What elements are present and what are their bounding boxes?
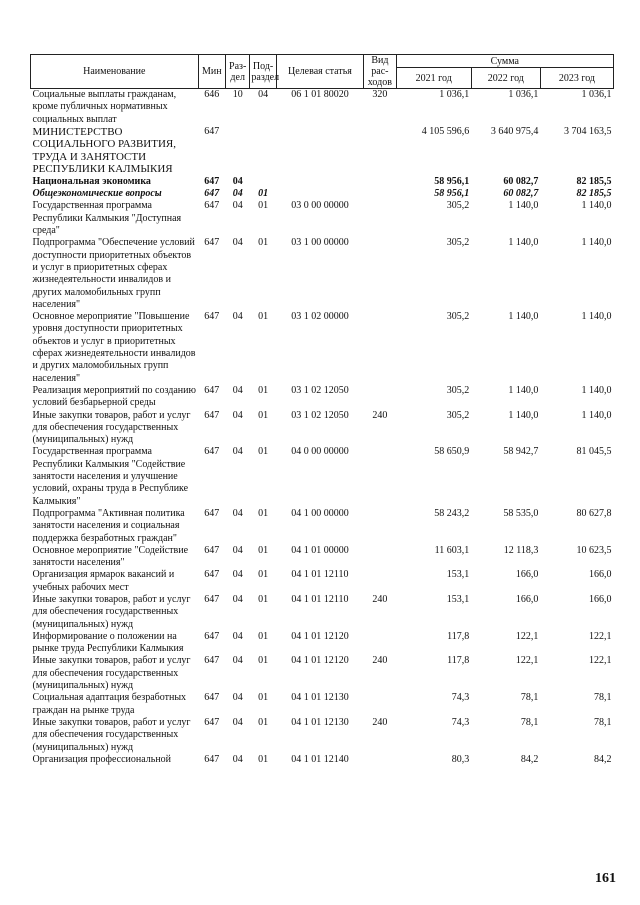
- row-razdel-cell: 04: [232, 188, 243, 200]
- table-row: [31, 410, 614, 447]
- row-celevaya-statya-cell: [276, 188, 363, 200]
- row-name-cell: Государственная программа Республики Калмыкия "Доступная среда": [32, 200, 182, 237]
- row-podrazdel-cell: [250, 126, 276, 176]
- row-sum-2023-cell: 10 623,5: [576, 544, 612, 556]
- row-razdel-cell: 04: [232, 446, 243, 458]
- row-razdel-cell: 04: [232, 692, 243, 704]
- row-min-cell: 647: [204, 655, 220, 667]
- row-celevaya-statya-cell: 04 1 00 00000: [291, 507, 349, 519]
- row-podrazdel-cell: 01: [258, 188, 269, 200]
- row-name-cell: Иные закупки товаров, работ и услуг для обеспечения государственных (муниципальных) нужд: [32, 716, 191, 753]
- row-min-cell: 647: [204, 200, 220, 212]
- row-sum-2022-cell: 166,0: [515, 593, 539, 605]
- row-sum-2022-cell: 122,1: [515, 655, 539, 667]
- row-min-cell: 647: [204, 569, 220, 581]
- table-row: [31, 126, 614, 176]
- row-vid-rashodov-cell: [364, 692, 397, 717]
- row-min-cell: 647: [204, 311, 220, 323]
- row-min-cell: 647: [204, 544, 220, 556]
- row-sum-2022-cell: 84,2: [520, 753, 539, 765]
- table-row: [31, 188, 614, 200]
- row-sum-2023-cell: 82 185,5: [576, 188, 612, 200]
- row-podrazdel-cell: 01: [258, 593, 269, 605]
- row-sum-2023-cell: 78,1: [594, 692, 612, 704]
- row-vid-rashodov-cell: [364, 188, 397, 200]
- table-row: [31, 717, 614, 754]
- row-celevaya-statya-cell: 04 1 01 12130: [291, 692, 349, 704]
- row-vid-rashodov-cell: [364, 754, 397, 766]
- row-name-cell: Основное мероприятие "Повышение уровня доступности приоритетных объектов и услуг в приоритетных сферах жизнедеятельности инвалидов и других маломобильных групп населения": [32, 311, 196, 384]
- row-podrazdel-cell: 01: [258, 237, 269, 249]
- row-vid-rashodov-cell: [364, 569, 397, 594]
- row-name-cell: Организация профессиональной: [32, 753, 172, 765]
- header-razdel: Раз-дел: [226, 55, 250, 89]
- row-sum-2023-cell: 1 140,0: [581, 200, 612, 212]
- row-min-cell: 647: [204, 125, 220, 137]
- table-row: [31, 200, 614, 237]
- row-vid-rashodov-cell: 240: [372, 593, 388, 605]
- row-sum-2021-cell: 58 956,1: [434, 188, 470, 200]
- row-sum-2021-cell: 305,2: [446, 237, 470, 249]
- row-sum-2022-cell: 78,1: [520, 716, 539, 728]
- table-row: [31, 385, 614, 410]
- row-min-cell: 647: [204, 507, 220, 519]
- row-sum-2022-cell: 60 082,7: [503, 188, 539, 200]
- row-podrazdel-cell: 01: [258, 692, 269, 704]
- row-razdel-cell: 04: [232, 200, 243, 212]
- row-sum-2021-cell: 74,3: [451, 692, 470, 704]
- row-razdel-cell: 04: [232, 753, 243, 765]
- row-sum-2022-cell: 1 140,0: [508, 384, 539, 396]
- row-name-cell: Государственная программа Республики Калмыкия "Содействие занятости населения и улучшение условий, охраны труда в Республике Калмыкия": [32, 446, 189, 507]
- row-name-cell: Основное мероприятие "Содействие занятости населения": [32, 544, 189, 569]
- row-podrazdel-cell: [250, 176, 276, 188]
- row-sum-2022-cell: 122,1: [515, 630, 539, 642]
- row-name-cell: Организация ярмарок вакансий и учебных рабочих мест: [32, 569, 175, 593]
- row-sum-2023-cell: 166,0: [589, 569, 612, 581]
- row-min-cell: 647: [204, 175, 220, 187]
- row-sum-2023-cell: 80 627,8: [576, 507, 612, 519]
- row-sum-2022-cell: 1 140,0: [508, 311, 539, 323]
- row-celevaya-statya-cell: [276, 176, 363, 188]
- row-sum-2021-cell: 58 243,2: [434, 507, 470, 519]
- row-vid-rashodov-cell: [364, 311, 397, 385]
- row-razdel-cell: [226, 126, 250, 176]
- table-row: [31, 545, 614, 570]
- row-name-cell: Подпрограмма "Активная политика занятости населения и социальная поддержка безработных граждан": [32, 507, 185, 544]
- row-sum-2023-cell: 122,1: [589, 630, 612, 642]
- row-name-cell: МИНИСТЕРСТВО СОЦИАЛЬНОГО РАЗВИТИЯ, ТРУДА И ЗАНЯТОСТИ РЕСПУБЛИКИ КАЛМЫКИЯ: [32, 125, 176, 176]
- row-sum-2021-cell: 58 956,1: [434, 175, 470, 187]
- row-name-cell: Информирование о положении на рынке труда Республики Калмыкия: [32, 630, 184, 655]
- row-razdel-cell: 04: [232, 569, 243, 581]
- row-sum-2023-cell: 1 140,0: [581, 409, 612, 421]
- row-razdel-cell: 04: [232, 384, 243, 396]
- table-row: [31, 237, 614, 311]
- table-row: [31, 176, 614, 188]
- row-podrazdel-cell: 01: [258, 630, 269, 642]
- row-vid-rashodov-cell: 320: [372, 89, 388, 100]
- row-sum-2023-cell: 84,2: [594, 753, 612, 765]
- row-min-cell: 647: [204, 753, 220, 765]
- row-podrazdel-cell: 01: [258, 311, 269, 323]
- row-sum-2023-cell: 166,0: [589, 593, 612, 605]
- row-sum-2022-cell: 58 535,0: [503, 507, 539, 519]
- row-razdel-cell: 04: [232, 311, 243, 323]
- row-celevaya-statya-cell: 03 1 02 00000: [291, 311, 349, 323]
- row-sum-2023-cell: 81 045,5: [576, 446, 612, 458]
- table-row: [31, 508, 614, 545]
- row-celevaya-statya-cell: 03 1 02 12050: [291, 384, 349, 396]
- header-podrazdel: Под-раздел: [250, 55, 276, 89]
- row-celevaya-statya-cell: 04 1 01 12110: [291, 593, 349, 605]
- header-name: Наименование: [31, 55, 199, 89]
- row-sum-2022-cell: 166,0: [515, 569, 539, 581]
- row-sum-2023-cell: 78,1: [594, 716, 612, 728]
- row-sum-2023-cell: 1 036,1: [581, 89, 612, 100]
- row-vid-rashodov-cell: 240: [372, 655, 388, 667]
- row-celevaya-statya-cell: 04 1 01 00000: [291, 544, 349, 556]
- row-min-cell: 647: [204, 716, 220, 728]
- row-sum-2022-cell: 3 640 975,4: [490, 125, 539, 137]
- row-celevaya-statya-cell: 03 0 00 00000: [291, 200, 349, 212]
- row-celevaya-statya-cell: 03 1 00 00000: [291, 237, 349, 249]
- table-row: [31, 446, 614, 507]
- row-sum-2023-cell: 1 140,0: [581, 384, 612, 396]
- row-vid-rashodov-cell: [364, 176, 397, 188]
- row-podrazdel-cell: 04: [258, 89, 269, 100]
- row-sum-2023-cell: 1 140,0: [581, 237, 612, 249]
- row-sum-2022-cell: 1 036,1: [508, 89, 539, 100]
- row-vid-rashodov-cell: [364, 200, 397, 237]
- row-min-cell: 646: [204, 89, 220, 100]
- row-podrazdel-cell: 01: [258, 507, 269, 519]
- row-celevaya-statya-cell: 04 1 01 12140: [291, 753, 349, 765]
- row-name-cell: Подпрограмма "Обеспечение условий доступности приоритетных объектов и услуг в приоритетных сферах жизнедеятельности инвалидов и других маломобильных групп населения": [32, 237, 195, 310]
- row-min-cell: 647: [204, 446, 220, 458]
- table-row: [31, 594, 614, 631]
- row-podrazdel-cell: 01: [258, 569, 269, 581]
- row-sum-2021-cell: 80,3: [451, 753, 470, 765]
- row-celevaya-statya-cell: [276, 126, 363, 176]
- row-vid-rashodov-cell: [364, 385, 397, 410]
- row-sum-2021-cell: 58 650,9: [434, 446, 470, 458]
- row-sum-2023-cell: 122,1: [589, 655, 612, 667]
- row-podrazdel-cell: 01: [258, 655, 269, 667]
- row-vid-rashodov-cell: [364, 126, 397, 176]
- row-name-cell: Иные закупки товаров, работ и услуг для обеспечения государственных (муниципальных) нужд: [32, 655, 191, 692]
- row-min-cell: 647: [204, 630, 220, 642]
- row-vid-rashodov-cell: [364, 508, 397, 545]
- row-sum-2021-cell: 1 036,1: [439, 89, 470, 100]
- row-min-cell: 647: [204, 384, 220, 396]
- row-podrazdel-cell: 01: [258, 384, 269, 396]
- row-sum-2022-cell: 60 082,7: [503, 175, 539, 187]
- row-sum-2021-cell: 153,1: [446, 569, 470, 581]
- row-razdel-cell: 04: [232, 544, 243, 556]
- row-name-cell: Социальные выплаты гражданам, кроме публичных нормативных социальных выплат: [32, 89, 177, 125]
- row-celevaya-statya-cell: 04 1 01 12120: [291, 655, 349, 667]
- table-row: [31, 631, 614, 656]
- row-sum-2023-cell: 82 185,5: [576, 175, 612, 187]
- row-sum-2022-cell: 1 140,0: [508, 237, 539, 249]
- table-row: [31, 754, 614, 766]
- row-podrazdel-cell: 01: [258, 753, 269, 765]
- row-name-cell: Иные закупки товаров, работ и услуг для обеспечения государственных (муниципальных) нужд: [32, 593, 191, 630]
- row-podrazdel-cell: 01: [258, 716, 269, 728]
- row-sum-2021-cell: 305,2: [446, 200, 470, 212]
- row-sum-2023-cell: 1 140,0: [581, 311, 612, 323]
- row-name-cell: Социальная адаптация безработных граждан на рынке труда: [32, 692, 187, 716]
- table-row: [31, 569, 614, 594]
- row-min-cell: 647: [204, 237, 220, 249]
- row-celevaya-statya-cell: 04 1 01 12130: [291, 716, 349, 728]
- row-razdel-cell: 04: [232, 655, 243, 667]
- row-min-cell: 647: [204, 593, 220, 605]
- row-razdel-cell: 04: [232, 409, 243, 421]
- row-sum-2021-cell: 117,8: [447, 655, 470, 667]
- row-vid-rashodov-cell: [364, 446, 397, 507]
- header-year-2022: 2022 год: [471, 68, 540, 89]
- row-vid-rashodov-cell: [364, 237, 397, 311]
- row-sum-2021-cell: 4 105 596,6: [421, 125, 470, 137]
- row-sum-2021-cell: 305,2: [446, 311, 470, 323]
- header-min: Мин: [198, 55, 225, 89]
- row-vid-rashodov-cell: 240: [372, 409, 388, 421]
- row-sum-2022-cell: 1 140,0: [508, 409, 539, 421]
- table-header: [31, 55, 614, 89]
- row-sum-2021-cell: 305,2: [446, 384, 470, 396]
- row-celevaya-statya-cell: 03 1 02 12050: [291, 409, 349, 421]
- row-name-cell: Реализация мероприятий по созданию условий безбарьерной среды: [32, 384, 196, 409]
- header-vid-rashodov: Вид рас-ходов: [364, 55, 397, 89]
- row-celevaya-statya-cell: 06 1 01 80020: [291, 89, 349, 100]
- row-podrazdel-cell: 01: [258, 544, 269, 556]
- row-min-cell: 647: [204, 692, 220, 704]
- row-razdel-cell: 04: [232, 237, 243, 249]
- header-year-2021: 2021 год: [396, 68, 471, 89]
- row-podrazdel-cell: 01: [258, 446, 269, 458]
- row-razdel-cell: 04: [232, 716, 243, 728]
- row-vid-rashodov-cell: 240: [372, 716, 388, 728]
- row-razdel-cell: 04: [232, 593, 243, 605]
- budget-table: [30, 54, 614, 766]
- row-name-cell: Общеэкономические вопросы: [32, 188, 162, 200]
- row-razdel-cell: 04: [232, 507, 243, 519]
- row-sum-2023-cell: 3 704 163,5: [564, 125, 612, 137]
- row-celevaya-statya-cell: 04 0 00 00000: [291, 446, 349, 458]
- row-vid-rashodov-cell: [364, 545, 397, 570]
- header-celevaya-statya: Целевая статья: [276, 55, 363, 89]
- table-row: [31, 311, 614, 385]
- row-vid-rashodov-cell: [364, 631, 397, 656]
- row-sum-2022-cell: 1 140,0: [508, 200, 539, 212]
- row-sum-2021-cell: 11 603,1: [434, 544, 470, 556]
- table-row: [31, 692, 614, 717]
- row-sum-2022-cell: 12 118,3: [503, 544, 539, 556]
- row-podrazdel-cell: 01: [258, 409, 269, 421]
- row-podrazdel-cell: 01: [258, 200, 269, 212]
- row-name-cell: Иные закупки товаров, работ и услуг для обеспечения государственных (муниципальных) нужд: [32, 409, 191, 446]
- row-name-cell: Национальная экономика: [32, 175, 151, 187]
- row-sum-2021-cell: 117,8: [447, 630, 470, 642]
- row-razdel-cell: 04: [232, 175, 243, 187]
- header-year-2023: 2023 год: [540, 68, 613, 89]
- row-celevaya-statya-cell: 04 1 01 12120: [291, 630, 349, 642]
- row-razdel-cell: 10: [232, 89, 243, 100]
- row-sum-2022-cell: 58 942,7: [503, 446, 539, 458]
- row-celevaya-statya-cell: 04 1 01 12110: [291, 569, 349, 581]
- table-row: [31, 89, 614, 126]
- row-min-cell: 647: [204, 188, 220, 200]
- page-number: 161: [595, 871, 616, 886]
- header-summa: Сумма: [396, 55, 613, 68]
- row-razdel-cell: 04: [232, 630, 243, 642]
- table-row: [31, 655, 614, 692]
- row-sum-2021-cell: 305,2: [446, 409, 470, 421]
- row-min-cell: 647: [204, 409, 220, 421]
- row-sum-2022-cell: 78,1: [520, 692, 539, 704]
- row-sum-2021-cell: 74,3: [451, 716, 470, 728]
- table-body: [31, 89, 614, 767]
- row-sum-2021-cell: 153,1: [446, 593, 470, 605]
